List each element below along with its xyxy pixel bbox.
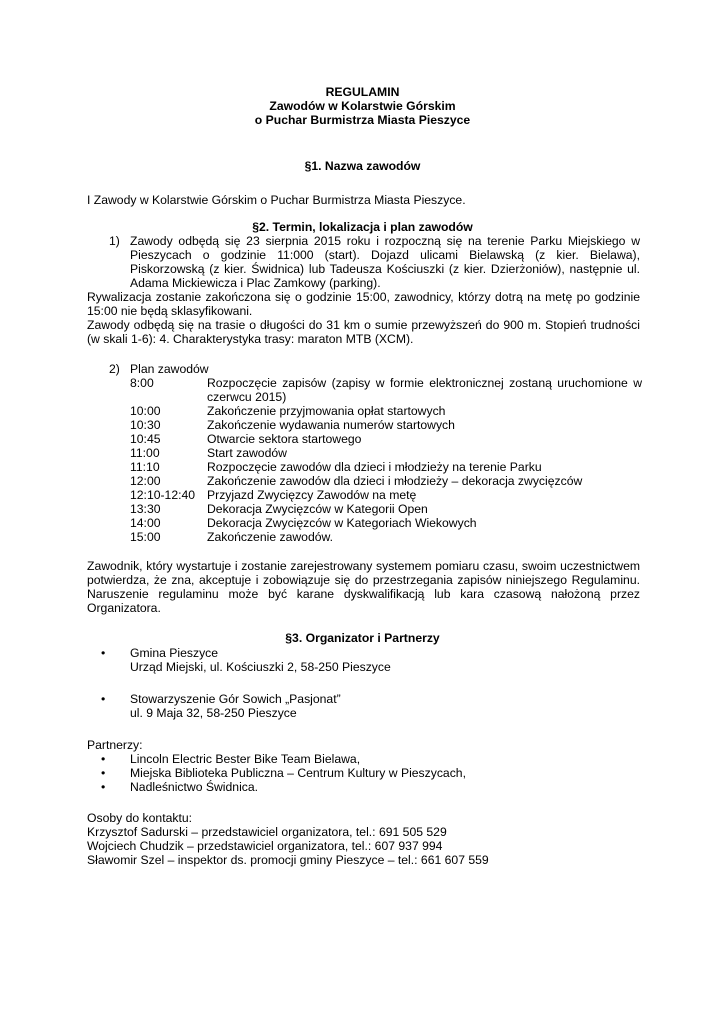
schedule-description: Przyjazd Zwycięzcy Zawodów na metę: [207, 488, 417, 502]
contact-line: Krzysztof Sadurski – przedstawiciel organizatora, tel.: 691 505 529: [87, 825, 447, 839]
list-marker-1: 1): [109, 234, 120, 248]
bullet-icon: •: [101, 780, 106, 794]
partner-item: Lincoln Electric Bester Bike Team Bielawa,: [130, 752, 361, 766]
schedule-table: [130, 376, 642, 544]
contacts-label: Osoby do kontaktu:: [87, 811, 193, 825]
closing-paragraph-line: Organizatora.: [87, 601, 161, 615]
contact-line: Wojciech Chudzik – przedstawiciel organizatora, tel.: 607 937 994: [87, 839, 443, 853]
schedule-time: 11:00: [130, 446, 160, 460]
schedule-row: [130, 446, 642, 460]
bullet-icon: •: [101, 692, 106, 706]
schedule-time: 12:10-12:40: [130, 488, 196, 502]
schedule-row: [130, 432, 642, 446]
bullet-icon: •: [101, 766, 106, 780]
schedule-description: Zakończenie przyjmowania opłat startowych: [207, 404, 446, 418]
bullet-icon: •: [101, 752, 106, 766]
schedule-row: [130, 516, 642, 530]
section-2-heading: §2. Termin, lokalizacja i plan zawodów: [252, 220, 473, 234]
organizer-name: Gmina Pieszyce: [130, 646, 219, 660]
item-1-line: Zawody odbędą się 23 sierpnia 2015 roku i rozpoczną się na terenie Parku Miejskiego w: [130, 234, 640, 248]
section-1-heading: §1. Nazwa zawodów: [304, 159, 421, 173]
schedule-row: [130, 460, 642, 474]
closing-paragraph-line: Zawodnik, który wystartuje i zostanie zarejestrowany systemem pomiaru czasu, swoim uczestnictwem: [87, 559, 640, 573]
plan-label: Plan zawodów: [130, 362, 209, 376]
schedule-description-line: czerwcu 2015): [207, 390, 287, 404]
partner-item: Miejska Biblioteka Publiczna – Centrum Kultury w Pieszycach,: [130, 766, 466, 780]
schedule-description: Start zawodów: [207, 446, 287, 460]
schedule-time: 8:00: [130, 376, 154, 390]
schedule-description: Zakończenie wydawania numerów startowych: [207, 418, 455, 432]
schedule-description: Zakończenie zawodów.: [207, 530, 334, 544]
section-1-text: I Zawody w Kolarstwie Górskim o Puchar Burmistrza Miasta Pieszyce.: [87, 193, 466, 207]
schedule-time: 12:00: [130, 474, 161, 488]
organizer-address: Urząd Miejski, ul. Kościuszki 2, 58-250 Pieszyce: [130, 660, 391, 674]
schedule-description: [207, 376, 642, 404]
document-title: REGULAMIN: [325, 85, 400, 99]
paragraph-line: 15:00 nie będą sklasyfikowani.: [87, 304, 253, 318]
schedule-row: [130, 376, 642, 404]
document-subtitle-2: o Puchar Burmistrza Miasta Pieszyce: [254, 113, 471, 127]
schedule-row: [130, 502, 642, 516]
paragraph-line: (w skali 1-6): 4. Charakterystyka trasy: maraton MTB (XCM).: [87, 332, 414, 346]
item-1-line: Adama Mickiewicza i Plac Zamkowy (parking).: [130, 276, 381, 290]
schedule-description: Rozpoczęcie zawodów dla dzieci i młodzieży na terenie Parku: [207, 460, 542, 474]
schedule-row: [130, 474, 642, 488]
item-1-line: Piskorzowską (z kier. Świdnica) lub Tadeusza Kościuszki (z kier. Dzierżoniów), następnie ul.: [130, 262, 640, 276]
closing-paragraph-line: potwierdza, że zna, akceptuje i zobowiązuje się do przestrzegania zapisów niniejszego Regulaminu.: [87, 573, 640, 587]
organizer-address: ul. 9 Maja 32, 58-250 Pieszyce: [130, 706, 297, 720]
schedule-time: 15:00: [130, 530, 161, 544]
schedule-description: Zakończenie zawodów dla dzieci i młodzieży – dekoracja zwycięzców: [207, 474, 583, 488]
bullet-icon: •: [101, 646, 106, 660]
schedule-row: [130, 404, 642, 418]
partners-label: Partnerzy:: [87, 738, 143, 752]
schedule-row: [130, 418, 642, 432]
item-1-line: Pieszycach o godzinie 11:000 (start). Dojazd ulicami Bielawską (z kier. Bielawa),: [130, 248, 640, 262]
partner-item: Nadleśnictwo Świdnica.: [130, 780, 259, 794]
section-3-heading: §3. Organizator i Partnerzy: [285, 631, 440, 645]
document-subtitle: Zawodów w Kolarstwie Górskim: [269, 99, 456, 113]
schedule-time: 14:00: [130, 516, 161, 530]
schedule-description: Otwarcie sektora startowego: [207, 432, 362, 446]
paragraph-line: Rywalizacja zostanie zakończona się o godzinie 15:00, zawodnicy, którzy dotrą na metę po godzinie: [87, 290, 640, 304]
schedule-description: Dekoracja Zwycięzców w Kategorii Open: [207, 502, 428, 516]
list-marker-2: 2): [109, 362, 120, 376]
schedule-row: [130, 488, 642, 502]
schedule-time: 10:00: [130, 404, 161, 418]
schedule-row: [130, 530, 642, 544]
contact-line: Sławomir Szel – inspektor ds. promocji gminy Pieszyce – tel.: 661 607 559: [87, 853, 489, 867]
closing-paragraph-line: Naruszenie regulaminu może być karane dyskwalifikacją lub kara czasową nałożoną przez: [87, 587, 640, 601]
paragraph-line: Zawody odbędą się na trasie o długości do 31 km o sumie przewyższeń do 900 m. Stopień trudności: [87, 318, 640, 332]
schedule-time: 11:10: [130, 460, 160, 474]
schedule-time: 13:30: [130, 502, 161, 516]
schedule-description-line: Rozpoczęcie zapisów (zapisy w formie elektronicznej zostaną uruchomione w: [207, 376, 642, 390]
schedule-time: 10:30: [130, 418, 161, 432]
schedule-description: Dekoracja Zwycięzców w Kategoriach Wiekowych: [207, 516, 477, 530]
schedule-time: 10:45: [130, 432, 161, 446]
organizer-name: Stowarzyszenie Gór Sowich „Pasjonat”: [130, 692, 341, 706]
